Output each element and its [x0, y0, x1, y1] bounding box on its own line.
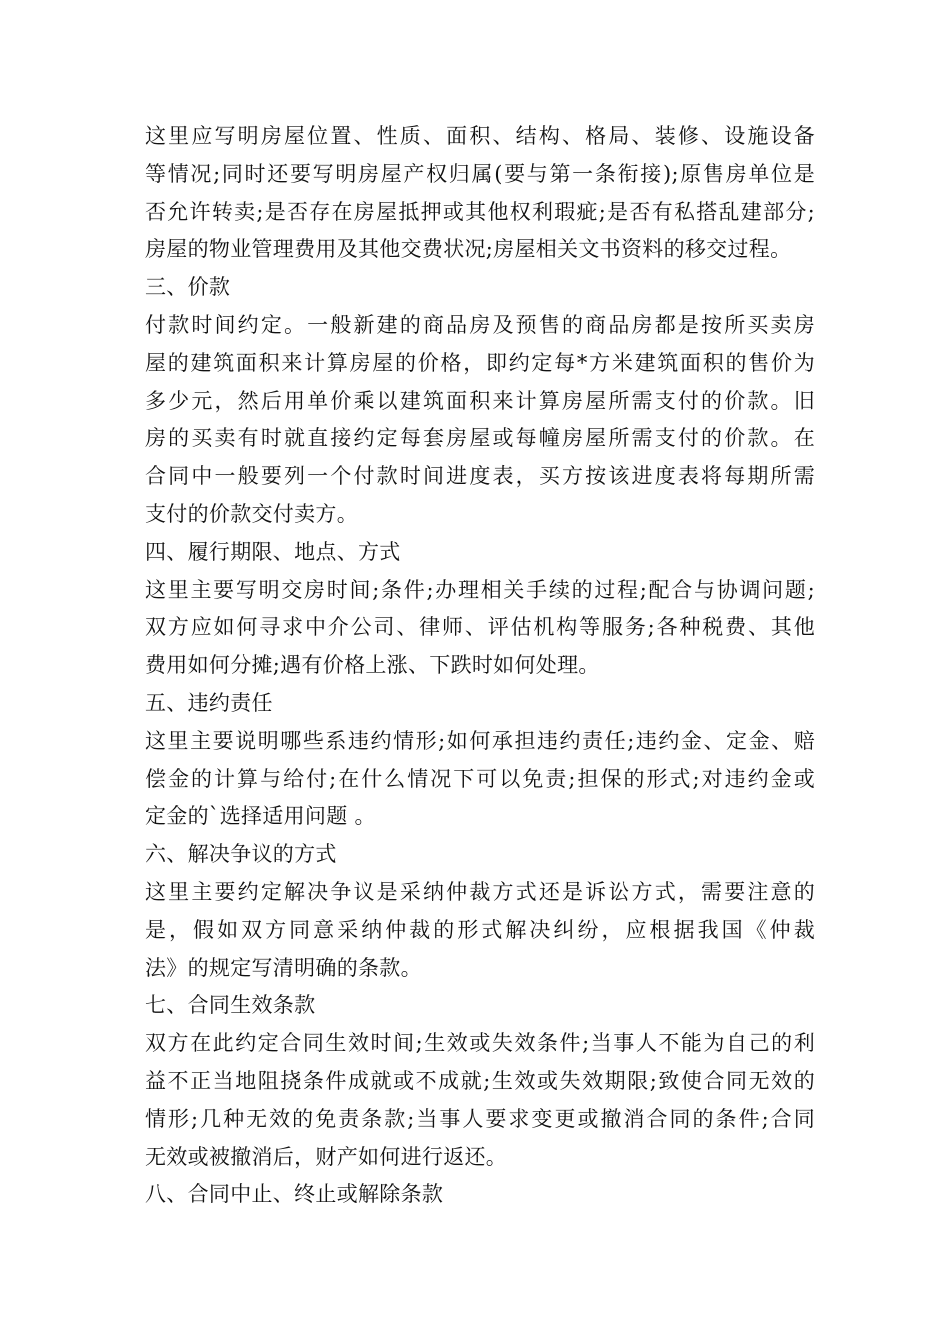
section-heading-price — [145, 269, 815, 307]
paragraph-liability — [145, 723, 815, 836]
heading-text: 七、合同生效条款 — [145, 993, 316, 1018]
text-line: 等情况;同时还要写明房屋产权归属(要与第一条衔接);原售房单位是 — [145, 161, 815, 186]
paragraph-dispute — [145, 874, 815, 987]
text-line: 益不正当地阻挠条件成就或不成就;生效或失效期限;致使合同无效的 — [145, 1068, 815, 1093]
text-line: 否允许转卖;是否存在房屋抵押或其他权利瑕疵;是否有私搭乱建部分; — [145, 199, 815, 224]
text-line: 这里主要写明交房时间;条件;办理相关手续的过程;配合与协调问题; — [145, 577, 815, 602]
paragraph-performance — [145, 572, 815, 685]
heading-text: 五、违约责任 — [145, 690, 273, 715]
text-line: 这里主要说明哪些系违约情形;如何承担违约责任;违约金、定金、赔 — [145, 728, 815, 753]
section-heading-liability — [145, 685, 815, 723]
text-line: 付款时间约定。一般新建的商品房及预售的商品房都是按所买卖房 — [145, 312, 815, 337]
text-line: 是，假如双方同意采纳仲裁的形式解决纠纷，应根据我国《仲裁 — [145, 917, 815, 942]
text-line: 费用如何分摊;遇有价格上涨、下跌时如何处理。 — [145, 653, 600, 678]
heading-text: 八、合同中止、终止或解除条款 — [145, 1182, 444, 1207]
text-line: 无效或被撤消后，财产如何进行返还。 — [145, 1144, 508, 1169]
section-heading-effectiveness — [145, 987, 815, 1025]
section-heading-termination — [145, 1176, 815, 1214]
paragraph-price — [145, 307, 815, 534]
text-line: 偿金的计算与给付;在什么情况下可以免责;担保的形式;对违约金或 — [145, 766, 815, 791]
text-line: 支付的价款交付卖方。 — [145, 501, 358, 526]
document-page — [145, 118, 815, 1214]
paragraph-property-description — [145, 118, 815, 269]
text-line: 房的买卖有时就直接约定每套房屋或每幢房屋所需支付的价款。在 — [145, 426, 815, 451]
text-line: 法》的规定写清明确的条款。 — [145, 955, 422, 980]
text-line: 双方应如何寻求中介公司、律师、评估机构等服务;各种税费、其他 — [145, 615, 815, 640]
section-heading-dispute — [145, 836, 815, 874]
text-line: 房屋的物业管理费用及其他交费状况;房屋相关文书资料的移交过程。 — [145, 237, 792, 262]
heading-text: 四、履行期限、地点、方式 — [145, 539, 401, 564]
text-line: 多少元，然后用单价乘以建筑面积来计算房屋所需支付的价款。旧 — [145, 388, 815, 413]
text-line: 合同中一般要列一个付款时间进度表，买方按该进度表将每期所需 — [145, 464, 815, 489]
text-line: 定金的`选择适用问题 。 — [145, 804, 376, 829]
paragraph-effectiveness — [145, 1025, 815, 1176]
text-line: 这里应写明房屋位置、性质、面积、结构、格局、装修、设施设备 — [145, 124, 815, 148]
text-line: 双方在此约定合同生效时间;生效或失效条件;当事人不能为自己的利 — [145, 1031, 815, 1056]
section-heading-performance — [145, 534, 815, 572]
text-line: 情形;几种无效的免责条款;当事人要求变更或撤消合同的条件;合同 — [145, 1106, 815, 1131]
heading-text: 六、解决争议的方式 — [145, 842, 337, 867]
text-line: 这里主要约定解决争议是采纳仲裁方式还是诉讼方式，需要注意的 — [145, 879, 815, 904]
heading-text: 三、价款 — [145, 275, 231, 300]
text-line: 屋的建筑面积来计算房屋的价格，即约定每*方米建筑面积的售价为 — [145, 350, 815, 375]
